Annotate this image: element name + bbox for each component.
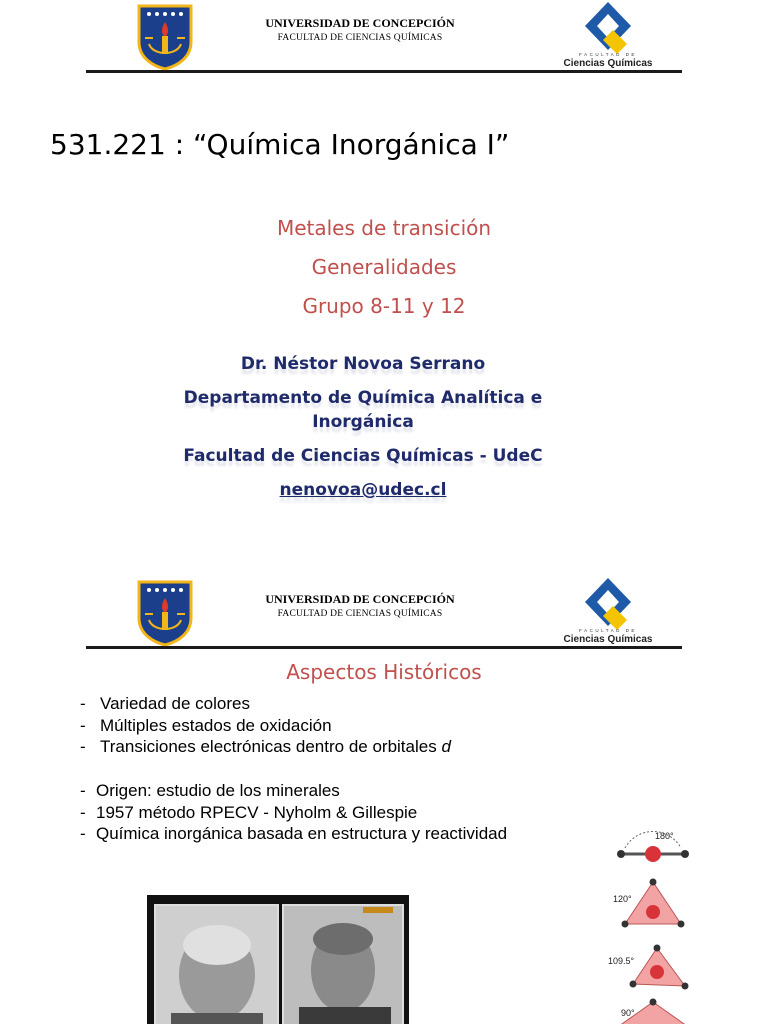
angle-label-180: 180° <box>655 831 674 841</box>
logo-big-text: Ciencias Químicas <box>563 58 653 69</box>
header-divider <box>86 646 682 649</box>
history-slide <box>0 576 768 1024</box>
angle-label-109: 109.5° <box>608 956 635 966</box>
logo-big-text: Ciencias Químicas <box>563 634 653 645</box>
university-crest-icon <box>137 580 193 646</box>
university-name: UNIVERSIDAD DE CONCEPCIÓN <box>265 592 455 606</box>
list-item: - Transiciones electrónicas dentro de orbitales d <box>80 737 451 756</box>
subtitle-2: Generalidades <box>311 255 457 279</box>
angle-label-90: 90° <box>621 1008 635 1018</box>
subtitle-3: Grupo 8-11 y 12 <box>302 294 466 318</box>
logo-small-text: FACULTAD DE <box>579 628 637 633</box>
list-item: - Múltiples estados de oxidación <box>80 715 332 735</box>
section-title: Aspectos Históricos <box>286 660 482 684</box>
university-crest-icon <box>137 4 193 70</box>
faculty-line: Facultad de Ciencias Químicas - UdeC <box>183 446 543 466</box>
angle-label-120: 120° <box>613 894 632 904</box>
list-item: - Variedad de colores <box>80 694 250 713</box>
email-link[interactable]: nenovoa@udec.cl <box>279 480 447 500</box>
department-line-2: Inorgánica <box>312 412 414 432</box>
university-name: UNIVERSIDAD DE CONCEPCIÓN <box>265 16 455 30</box>
scientists-photo <box>147 895 409 1024</box>
logo-small-text: FACULTAD DE <box>579 52 637 57</box>
bullet-list-properties <box>80 694 451 759</box>
author-name: Dr. Néstor Novoa Serrano <box>240 354 486 374</box>
faculty-name: FACULTAD DE CIENCIAS QUÍMICAS <box>277 609 443 619</box>
subtitle-1: Metales de transición <box>276 216 492 240</box>
list-item: - Química inorgánica basada en estructura y reactividad <box>80 824 508 843</box>
faculty-name: FACULTAD DE CIENCIAS QUÍMICAS <box>277 33 443 43</box>
course-title: 531.221 : “Química Inorgánica I” <box>50 128 510 161</box>
faculty-logo <box>563 0 653 72</box>
list-item: - 1957 método RPECV - Nyholm & Gillespie <box>80 802 418 822</box>
list-item: - Origen: estudio de los minerales <box>80 781 340 800</box>
bullet-list-history <box>80 781 507 846</box>
vsepr-geometries-figure <box>603 826 703 1024</box>
department-line-1: Departamento de Química Analítica e <box>183 388 543 408</box>
faculty-logo <box>563 576 653 648</box>
header-divider <box>86 70 682 73</box>
